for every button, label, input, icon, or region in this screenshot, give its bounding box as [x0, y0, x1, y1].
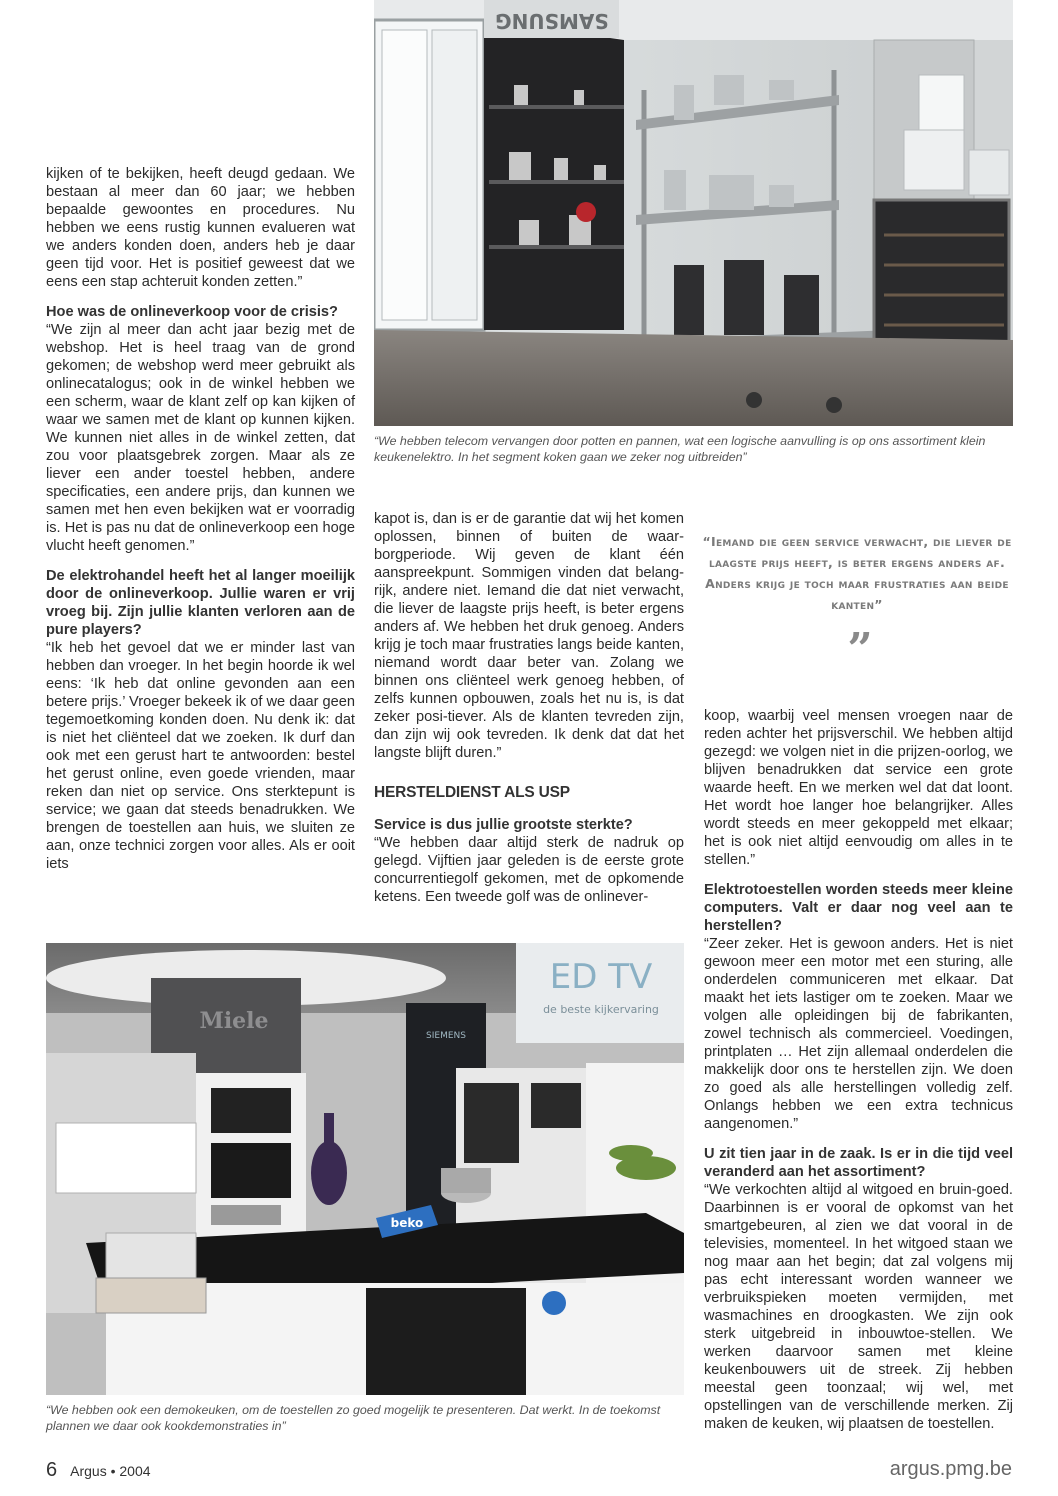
beko-sign: beko [390, 1216, 424, 1230]
col1-question-1: Hoe was de onlineverkoop voor de crisis? [46, 304, 338, 320]
pull-quote-mark: ” [847, 624, 873, 675]
samsung-sign: SAMSUNG [495, 9, 609, 33]
tv-banner-subtext: de beste kijkervaring [543, 1003, 659, 1016]
section-heading: HERSTELDIENST ALS USP [374, 784, 570, 801]
photo-store-shelves [374, 0, 1013, 426]
page-number: 6 [46, 1459, 58, 1481]
article-column-3 [704, 707, 1013, 1433]
col1-paragraph-2: “We zijn al meer dan acht jaar bezig met de webshop. Het is heel traag van de grond gekomen; de webshop werd meer gebruikt als onlinecatalogus; ook in de winkel hebben we een scherm, waar de klant zelf op kan kijken of waar we samen met de klant op kunnen kijken. We kunnen niet alles in de winkel zetten, dat zou voor plaatsgebrek zorgen. Maar als ze liever een ander toestel hebben, andere specificaties, een andere prijs, dan kunnen we samen met hen even bekijken wat er voorradig is. Het is pas nu dat de onlineverkoop een hoge vlucht heeft genomen.” [46, 322, 355, 554]
tv-banner-text: ED TV [549, 957, 653, 997]
col3-question-1: Elektrotoestellen worden steeds meer kleine computers. Valt er daar nog veel aan te herstellen? [704, 882, 1013, 934]
store-shelves-illustration [374, 0, 1013, 426]
publication-name: Argus • 2004 [70, 1463, 151, 1479]
miele-sign: Miele [199, 1008, 269, 1034]
footer-left [46, 1459, 151, 1482]
col2-paragraph-2: “We hebben daar altijd sterk de nadruk op gelegd. Vijftien jaar geleden is de eerste grote concurrentiegolf gekomen, met de opkomende ketens. Een tweede golf was de onlinever- [374, 835, 684, 905]
article-column-2 [374, 510, 684, 906]
col1-paragraph-1: kijken of te bekijken, heeft deugd gedaan. We bestaan al meer dan 60 jaar; we hebben bepaalde gewoontes en procedures. Nu hebben we eens rustig kunnen evalueren wat we anders konden doen, anders heb je daar geen tijd voor. Het is positief geweest dat we eens een stap achteruit konden zetten.” [46, 166, 355, 290]
pull-quote: “Iemand die geen service verwacht, die liever de laagste prijs heeft, is beter ergens anders af. Anders krijg je toch maar frustraties aan beide kanten” [702, 534, 1012, 612]
photo-bottom-caption: “We hebben ook een demokeuken, om de toestellen zo goed mogelijk te presenteren. Dat werkt. In de toekomst plannen we daar ook kookdemonstraties in” [46, 1403, 661, 1433]
col1-question-2: De elektrohandel heeft het al langer moeilijk door de onlineverkoop. Jullie waren er vrij vroeg bij. Zijn jullie klanten verloren aan de pure players? [46, 568, 355, 638]
col3-question-2: U zit tien jaar in de zaak. Is er in die tijd veel veranderd aan het assortiment? [704, 1146, 1013, 1180]
col1-paragraph-3: “Ik heb het gevoel dat we er minder last van hebben dan vroeger. In het begin hoorde ik wel eens: ‘Ik heb dat online gevonden aan een betere prijs.’ Vroeger bekeek ik of we daar geen tegemoetkoming konden doen. Nu denk ik: dat is niet het cliënteel dat we zoeken. Ik durf dan ook met een gerust hart te antwoorden: bestel het gerust online, even goede vrienden, maar reken dan niet op service. Ons sterktepunt is service; we gaan dat steeds benadrukken. We brengen de toestellen aan huis, we sluiten ze aan, onze technici zorgen voor alles. Als er ooit iets [46, 640, 355, 872]
demo-kitchen-illustration [46, 943, 684, 1395]
website-link[interactable]: argus.pmg.be [889, 1458, 1012, 1480]
photo-top-caption: “We hebben telecom vervangen door potten en pannen, wat een logische aanvulling is op ons assortiment klein keukenelektro. In het segment koken gaan we zeker nog uitbreiden” [374, 434, 986, 464]
col3-paragraph-1: koop, waarbij veel mensen vroegen naar de reden achter het prijsverschil. We hebben altijd gezegd: we volgen niet in die prijzen-oorlog, we blijven benadrukken dat service een grote waarde heeft. En we merken wel dat dat loont. Het wordt hoe langer hoe belangrijker. Alles wordt steeds en meer gekoppeld met elkaar; het is ook niet altijd eenvoudig om alles in te stellen.” [704, 708, 1013, 868]
col2-question-1: Service is dus jullie grootste sterkte? [374, 817, 633, 833]
col2-paragraph-1: kapot is, dan is er de garantie dat wij het komen oplossen, binnen of buiten de waar-borgperiode. Wij geven de klant één aanspreekpunt. Sommigen vinden dat belang-rijk, andere niet. Iemand die dat niet verwacht, die liever de laagste prijs heeft, is beter ergens anders af. We hebben het druk genoeg. Anders krijg je toch maar frustraties langs beide kanten, niemand wordt daar beter van. Zolang we binnen ons cliënteel werk genoeg hebben, of zelfs kunnen opbouwen, zoals het nu is, is dat zeker posi-tiever. Als de klanten tevreden zijn, dan zijn wij ook tevreden. Ik denk dat dat het langste blijft duren.” [374, 511, 684, 761]
article-column-1 [46, 165, 355, 873]
siemens-sign: SIEMENS [426, 1031, 466, 1041]
col3-paragraph-3: “We verkochten altijd al witgoed en bruin-goed. Daarbinnen is er vooral de opkomst van het smartgebeuren, al zien we dat vooral in de televisies, momenteel. In het witgoed staan we nog maar aan het begin; dat zal volgens mij pas echt interessant worden wanneer we verbruikspieken moeten vermijden, met wasmachines en droogkasten. We zijn ook sterk uitgebreid in inbouwtoe-stellen. We werken daarvoor samen met kleine keukenbouwers uit de streek. Zij hebben meestal geen toonzaal; wij wel, met opstellingen van de verschillende merken. Zij maken de keuken, wij plaatsen de toestellen. [704, 1182, 1013, 1432]
col3-paragraph-2: “Zeer zeker. Het is gewoon anders. Het is niet gewoon meer een motor met een sturing, alle onderdelen communiceren met elkaar. Dat maakt het iets lastiger om te zoeken. Maar we volgen alle opleidingen bij de fabrikanten, zowel technisch als commercieel. Voedingen, printplaten … Het zijn allemaal onderdelen die makkelijk door ons te herstellen zijn. We doen zo goed als alle herstellingen volledig zelf. Onlangs hebben we een extra technicus aangenomen.” [704, 936, 1013, 1132]
photo-demo-kitchen [46, 943, 684, 1395]
